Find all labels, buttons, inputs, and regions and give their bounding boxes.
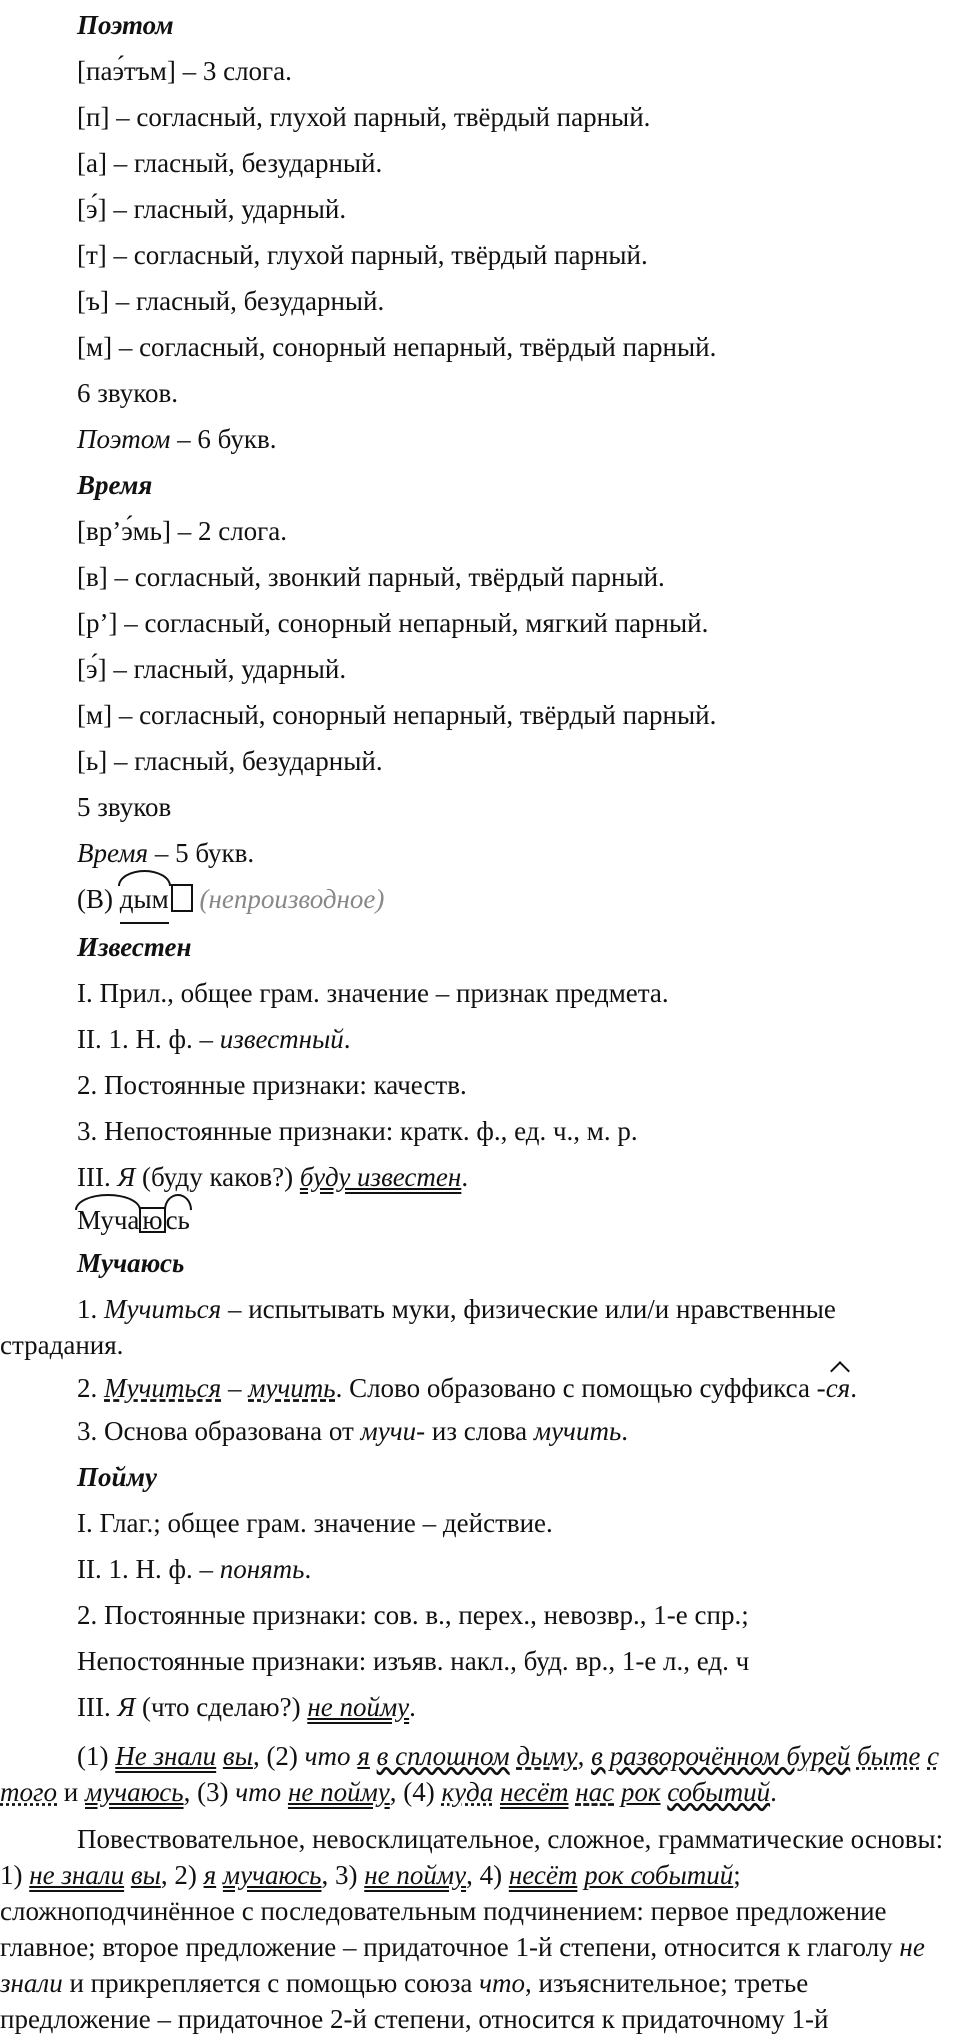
sentence-predicate: Не знали	[115, 1741, 217, 1771]
sentence-adverbial: быте	[856, 1741, 921, 1771]
vremya-line: [в] – согласный, звонкий парный, твёрдый парный.	[77, 562, 665, 592]
sentence-object: нас	[575, 1777, 615, 1807]
poetom-line: [м] – согласный, сонорный непарный, твёрдый парный.	[77, 332, 717, 362]
heading-poymu: Пойму	[77, 1462, 157, 1492]
analysis-text: , 4)	[466, 1860, 509, 1890]
sentence-num: (1)	[77, 1741, 116, 1771]
muchayus-p1	[0, 1286, 952, 1368]
sentence-space	[614, 1777, 621, 1807]
izvesten-line	[77, 1016, 960, 1062]
poetom-line: [п] – согласный, глухой парный, твёрдый парный.	[77, 102, 651, 132]
muchayus-p2-num: 2.	[77, 1373, 104, 1403]
analysis-verb-ref: не знали	[0, 1932, 925, 1998]
poetom-letters	[77, 416, 960, 462]
poetom-letters-rest: – 6 букв.	[170, 424, 277, 454]
poetom-line: [т] – согласный, глухой парный, твёрдый парный.	[77, 240, 648, 270]
analysis-predicate: не пойму	[364, 1860, 467, 1890]
sentence-subject: я	[357, 1741, 370, 1771]
poetom-line: 6 звуков.	[77, 378, 178, 408]
heading-izvesten: Известен	[77, 932, 192, 962]
vremya-letters	[77, 830, 960, 876]
vremya-line: [ь] – гласный, безударный.	[77, 746, 383, 776]
izvesten-question: (буду каков?)	[135, 1162, 300, 1192]
analysis-predicate: не знали	[29, 1860, 125, 1890]
analysis-subject: рок событий	[584, 1860, 734, 1890]
muchayus-p2	[77, 1368, 960, 1408]
analysis-predicate: несёт	[508, 1860, 578, 1890]
izvesten-line: 3. Непостоянные признаки: кратк. ф., ед. ч., м. р.	[77, 1116, 638, 1146]
poymu-question: (что сделаю?)	[135, 1692, 308, 1722]
sentence-punct: , (3)	[183, 1777, 236, 1807]
sentence-punct: , (2)	[252, 1741, 305, 1771]
sentence-predicate: мучаюсь	[85, 1777, 184, 1807]
muchayus-p3-end: .	[621, 1416, 628, 1446]
analysis-subject: вы	[130, 1860, 161, 1890]
sentence-predicate: не пойму	[287, 1777, 390, 1807]
analysis-text: , 3)	[321, 1860, 365, 1890]
heading-vremya: Время	[77, 470, 153, 500]
analysis-paragraph	[0, 1815, 956, 2037]
muchayus-root: Муча	[77, 1200, 139, 1240]
sentence-adverbial: куда	[441, 1777, 494, 1807]
sentence-space	[493, 1777, 500, 1807]
muchayus-p2-dash: –	[221, 1373, 249, 1403]
analysis-text: , 2)	[160, 1860, 204, 1890]
izvesten-line: 2. Постоянные признаки: качеств.	[77, 1070, 467, 1100]
muchayus-p2-word1: Мучиться	[104, 1373, 222, 1403]
izvesten-roman: III.	[77, 1162, 118, 1192]
muchayus-p3-pre: 3. Основа образована от	[77, 1416, 361, 1446]
sentence-punct: .	[770, 1777, 777, 1807]
analysis-conj-ref: что	[479, 1968, 525, 1998]
izvesten-nf-label: II. 1. Н. ф. –	[77, 1024, 220, 1054]
dym-root-word: дым	[120, 876, 169, 924]
poymu-predicate: не пойму	[307, 1692, 410, 1722]
analysis-predicate: мучаюсь	[222, 1860, 322, 1890]
vremya-line: [э́] – гласный, ударный.	[77, 654, 347, 684]
poymu-line: Непостоянные признаки: изъяв. накл., буд. вр., 1-е л., ед. ч	[77, 1646, 750, 1676]
heading-muchayus: Мучаюсь	[77, 1248, 185, 1278]
analysis-text: , изъяснительное; третье предложение – придаточное 2-й степени, относится к придаточному 1-й	[0, 1968, 829, 2034]
sentence-adverbial: дыму	[516, 1741, 578, 1771]
muchayus-p2-suffix: ся	[826, 1368, 851, 1408]
vremya-line: [р’] – согласный, сонорный непарный, мягкий парный.	[77, 608, 709, 638]
dym-note: (непроизводное)	[199, 884, 385, 914]
poymu-nf-end: .	[304, 1554, 312, 1584]
muchayus-p2-end: .	[850, 1373, 857, 1403]
izvesten-line: I. Прил., общее грам. значение – признак предмета.	[77, 978, 669, 1008]
vremya-line: 5 звуков	[77, 792, 172, 822]
analysis-text: и прикрепляется с помощью союза	[62, 1968, 480, 1998]
poetom-line: [э́] – гласный, ударный.	[77, 194, 347, 224]
poymu-line	[77, 1684, 960, 1730]
vremya-line: [вр’э́мь] – 2 слога.	[77, 516, 287, 546]
muchayus-p3	[77, 1408, 960, 1454]
poymu-subject: Я	[117, 1692, 136, 1722]
sentence-subject: вы	[222, 1741, 253, 1771]
heading-poetom: Поэтом	[77, 10, 174, 40]
sentence-subject: рок	[620, 1777, 661, 1807]
izvesten-end: .	[461, 1162, 469, 1192]
izvesten-nf-end: .	[343, 1024, 351, 1054]
poetom-line: [паэ́тъм] – 3 слога.	[77, 56, 292, 86]
izvesten-line	[77, 1154, 960, 1200]
sentence-predicate: несёт	[499, 1777, 569, 1807]
sentence-adverbial: с того	[0, 1741, 940, 1807]
izvesten-nf-word: известный	[219, 1024, 344, 1054]
muchayus-p2-word2: мучить	[248, 1373, 336, 1403]
sentence-space	[850, 1741, 857, 1771]
muchayus-p1-rest: – испытывать муки, физические или/и нравственные страдания.	[0, 1294, 836, 1360]
dym-morpheme-line	[77, 876, 960, 924]
dym-prefix: (В)	[77, 884, 120, 914]
muchayus-ending: ю	[139, 1207, 165, 1233]
sentence-conj: что	[235, 1777, 282, 1807]
sentence-conj: и	[57, 1777, 85, 1807]
muchayus-p3-mid: из слова	[425, 1416, 534, 1446]
poymu-nf-label: II. 1. Н. ф. –	[77, 1554, 220, 1584]
analysis-text: ; сложноподчинённое с последовательным подчинением: первое предложение главное; второе предложение – придаточное 1-й степени, относится к глаголу	[0, 1860, 900, 1962]
sentence-attribute: событий	[667, 1777, 771, 1807]
zero-ending-box	[171, 884, 193, 912]
poymu-nf-word: понять	[219, 1554, 305, 1584]
sentence-punct: , (4)	[389, 1777, 442, 1807]
muchayus-postfix: сь	[166, 1200, 190, 1240]
vremya-line: [м] – согласный, сонорный непарный, твёрдый парный.	[77, 700, 717, 730]
muchayus-p2-rest: . Слово образовано с помощью суффикса -	[335, 1373, 826, 1403]
muchayus-p3-word: мучить	[533, 1416, 622, 1446]
analysis-text: Повествовательное, невосклицательное, сложное, грамматические основы: 1)	[0, 1824, 944, 1890]
parsed-sentence	[0, 1730, 952, 1815]
muchayus-morpheme-line	[77, 1200, 960, 1240]
poymu-line	[77, 1546, 960, 1592]
poetom-line: [а] – гласный, безударный.	[77, 148, 383, 178]
poetom-line: [ъ] – гласный, безударный.	[77, 286, 385, 316]
poymu-line: 2. Постоянные признаки: сов. в., перех., невозвр., 1-е спр.;	[77, 1600, 749, 1630]
sentence-space	[370, 1741, 377, 1771]
sentence-space	[216, 1741, 223, 1771]
analysis-text	[216, 1860, 223, 1890]
muchayus-p3-stem: мучи-	[360, 1416, 426, 1446]
sentence-conj: что	[304, 1741, 351, 1771]
analysis-text	[124, 1860, 131, 1890]
izvesten-subject: Я	[117, 1162, 136, 1192]
izvesten-predicate: буду известен	[299, 1162, 462, 1192]
poymu-line: I. Глаг.; общее грам. значение – действие.	[77, 1508, 553, 1538]
analysis-subject: я	[203, 1860, 217, 1890]
sentence-attribute: в сплошном	[376, 1741, 510, 1771]
poetom-letters-word: Поэтом	[77, 424, 171, 454]
vremya-letters-rest: – 5 букв.	[148, 838, 255, 868]
vremya-letters-word: Время	[77, 838, 149, 868]
sentence-attribute: в разворочённом бурей	[591, 1741, 851, 1771]
muchayus-p1-word: Мучиться	[104, 1294, 222, 1324]
sentence-punct: ,	[577, 1741, 592, 1771]
poymu-roman: III.	[77, 1692, 118, 1722]
muchayus-p1-num: 1.	[77, 1294, 104, 1324]
sentence-space	[281, 1777, 288, 1807]
poymu-end: .	[409, 1692, 416, 1722]
